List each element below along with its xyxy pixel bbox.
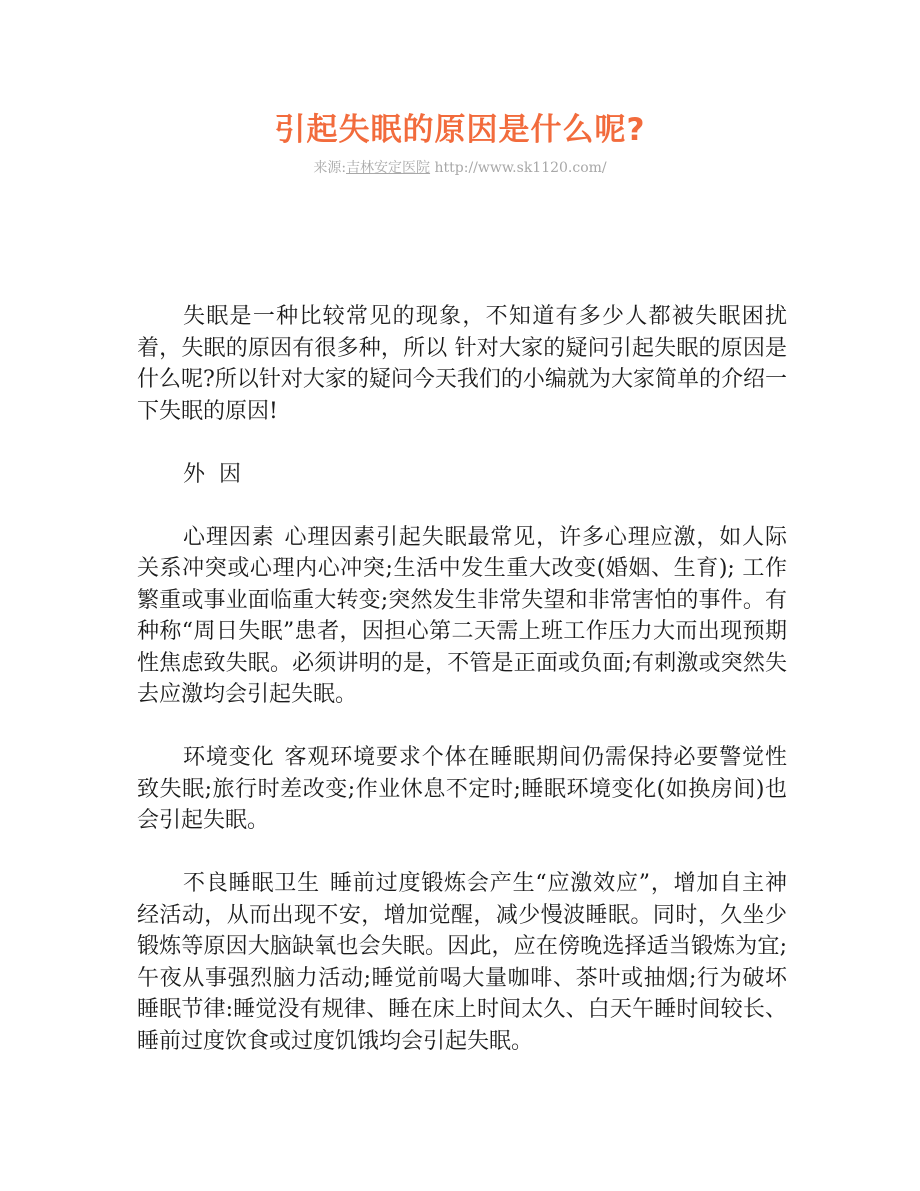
paragraph-text: 睡前过度锻炼会产生“应激效应”，增加自主神经活动，从而出现不安，增加觉醒，减少慢波睡眠。同时，久坐少锻炼等原因大脑缺氧也会失眠。因此，应在傍晚选择适当锻炼为宜;午夜从事强烈脑力活动;睡觉前喝大量咖啡、茶叶或抽烟;行为破坏睡眠节律:睡觉没有规律、睡在床上时间太久、白天午睡时间较长、睡前过度饮食或过度饥饿均会引起失眠。 (137, 871, 787, 1054)
paragraph-text: 客观环境要求个体在睡眠期间仍需保持必要警觉性致失眠;旅行时差改变;作业休息不定时;睡眠环境变化(如换房间)也会引起失眠。 (137, 745, 787, 833)
source-url: http://www.sk1120.com/ (434, 160, 607, 176)
paragraph-gap (137, 837, 787, 869)
psychological-factors-paragraph (137, 522, 787, 711)
source-link[interactable]: 吉林安定医院 (346, 160, 431, 176)
source-label: 来源: (313, 160, 347, 176)
intro-paragraph: 失眠是一种比较常见的现象，不知道有多少人都被失眠困扰着，失眠的原因有很多种，所以 针对大家的疑问引起失眠的原因是什么呢?所以针对大家的疑问今天我们的小编就为大家简单的介绍一下失眠的原因! (137, 304, 787, 424)
paragraph-lead: 环境变化 (183, 745, 275, 770)
paragraph-lead: 心理因素 (183, 524, 275, 550)
paragraph-gap (137, 490, 787, 522)
article-body (137, 301, 787, 1057)
section-heading: 外因 (183, 461, 256, 487)
paragraph-gap (137, 427, 787, 459)
sleep-hygiene-paragraph (137, 868, 787, 1057)
paragraph-text: 心理因素引起失眠最常见，许多心理应激，如人际关系冲突或心理内心冲突;生活中发生重大改变(婚姻、生育); 工作繁重或事业面临重大转变;突然发生非常失望和非常害怕的事件。有种称“周日失眠”患者，因担心第二天需上班工作压力大而出现预期性焦虑致失眠。必须讲明的是，不管是正面或负面;有刺激或突然失去应激均会引起失眠。 (137, 524, 787, 707)
environment-change-paragraph (137, 742, 787, 837)
article-source (0, 158, 920, 178)
paragraph-lead: 不良睡眠卫生 (183, 871, 320, 896)
paragraph-gap (137, 711, 787, 743)
article-title: 引起失眠的原因是什么呢? (274, 112, 646, 148)
